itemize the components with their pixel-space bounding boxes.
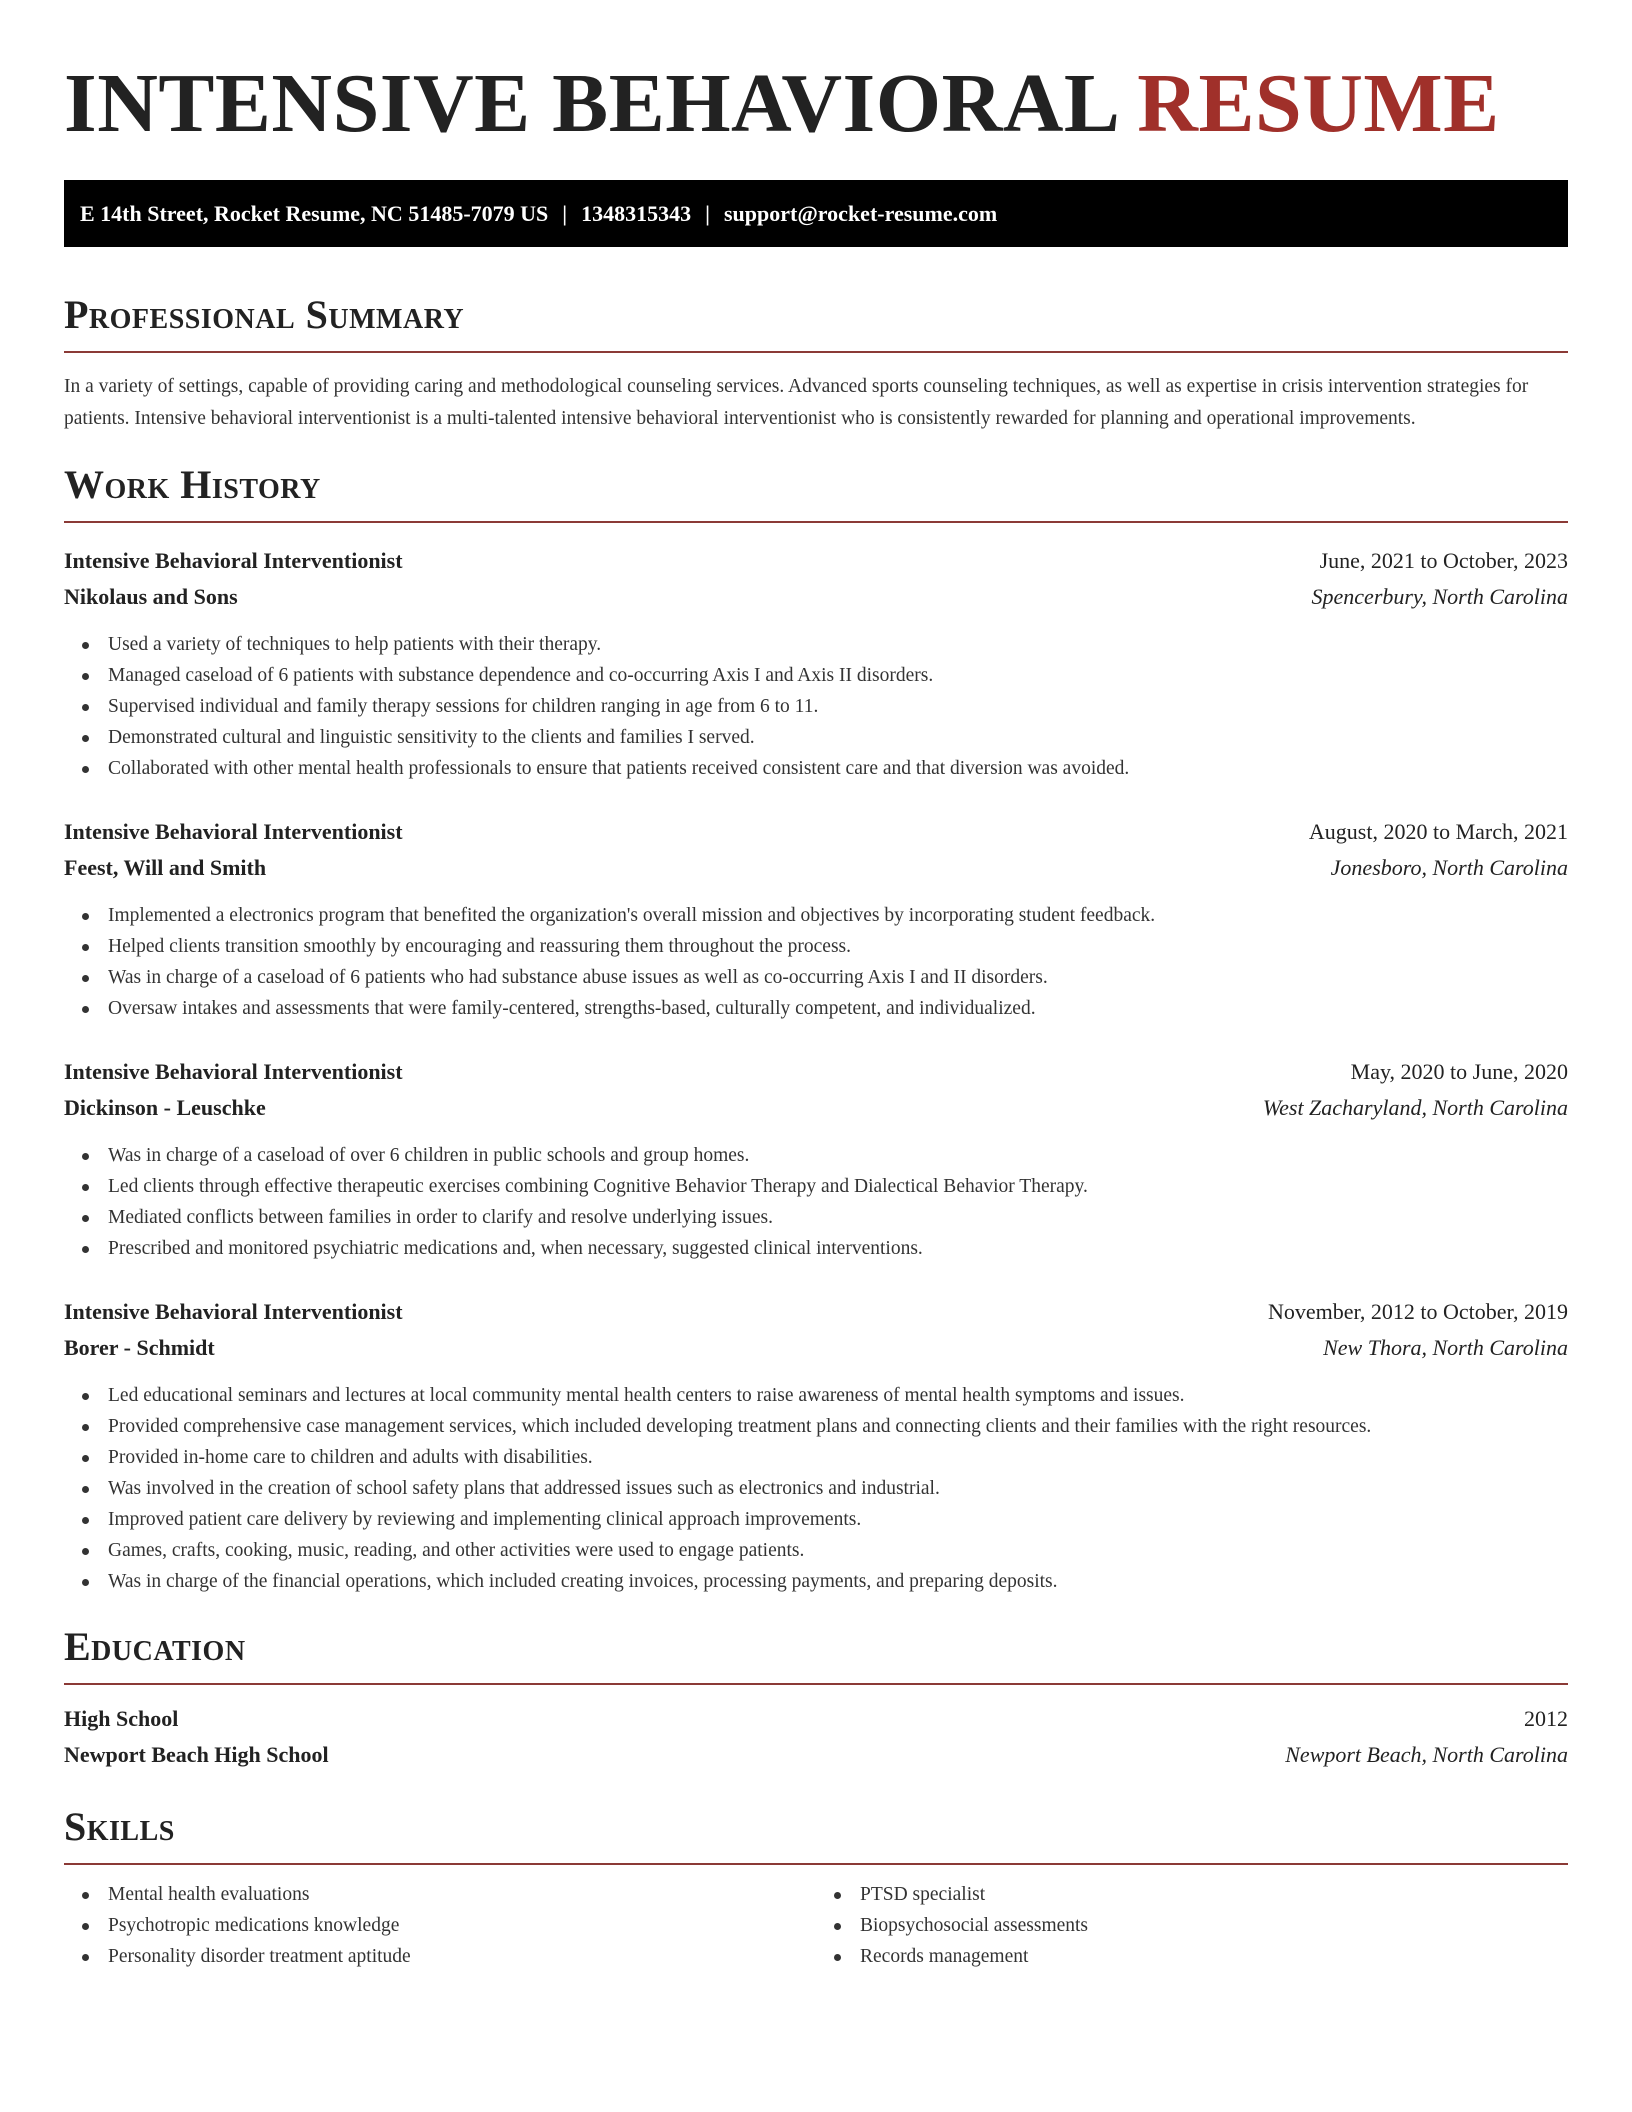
name-first: INTENSIVE BEHAVIORAL (64, 57, 1116, 150)
education-year: 2012 (1524, 1706, 1568, 1731)
skill-item: Personality disorder treatment aptitude (82, 1941, 816, 1972)
contact-separator: | (705, 200, 710, 226)
job-dates: November, 2012 to October, 2019 (1267, 1299, 1568, 1324)
job-entry (64, 1054, 1568, 1264)
job-entry (64, 1294, 1568, 1597)
job-location: West Zacharyland, North Carolina (1262, 1095, 1568, 1120)
job-bullet: Implemented a electronics program that benefited the organization's overall mission and objectives by incorporating student feedback. (82, 900, 1568, 931)
summary-text: In a variety of settings, capable of providing caring and methodological counseling services. Advanced sports counseling techniques, as well as expertise in crisis intervention strategies for patients. Intensive behavioral interventionist is a multi-talented intensive behavioral interventionist who is consistently rewarded for planning and operational improvements. (64, 376, 1529, 429)
job-bullet: Games, crafts, cooking, music, reading, and other activities were used to engage patients. (82, 1535, 1568, 1566)
job-location: New Thora, North Carolina (1323, 1335, 1568, 1360)
job-header-row (64, 1054, 1568, 1090)
contact-separator: | (562, 200, 568, 226)
education-school: Newport Beach High School (64, 1742, 329, 1767)
skill-item: Mental health evaluations (82, 1879, 816, 1910)
job-bullets (64, 1140, 1568, 1264)
contact-email[interactable]: support@rocket-resume.com (723, 200, 998, 226)
skill-item: Psychotropic medications knowledge (82, 1910, 816, 1941)
job-bullet: Prescribed and monitored psychiatric medications and, when necessary, suggested clinical interventions. (82, 1233, 1568, 1264)
summary-heading: Professional Summary (64, 291, 1568, 353)
education-heading: Education (64, 1623, 1568, 1685)
job-company-row (64, 1090, 1568, 1126)
skills-bullets (816, 1879, 1568, 1972)
contact-bar (64, 180, 1568, 247)
job-bullet: Led educational seminars and lectures at local community mental health centers to raise awareness of mental health symptoms and issues. (82, 1380, 1568, 1411)
job-header-row (64, 814, 1568, 850)
job-bullet: Was involved in the creation of school safety plans that addressed issues such as electronics and industrial. (82, 1473, 1568, 1504)
job-company: Nikolaus and Sons (64, 584, 238, 609)
job-bullet: Provided in-home care to children and adults with disabilities. (82, 1442, 1568, 1473)
job-bullet: Demonstrated cultural and linguistic sensitivity to the clients and families I served. (82, 722, 1568, 753)
contact-phone: 1348315343 (581, 200, 692, 226)
job-bullet: Mediated conflicts between families in order to clarify and resolve underlying issues. (82, 1202, 1568, 1233)
job-dates: June, 2021 to October, 2023 (1319, 548, 1568, 573)
job-bullet: Helped clients transition smoothly by encouraging and reassuring them throughout the process. (82, 931, 1568, 962)
education-degree-row (64, 1701, 1568, 1737)
job-title: Intensive Behavioral Interventionist (64, 819, 403, 844)
job-dates: August, 2020 to March, 2021 (1308, 819, 1568, 844)
skills-column-left (64, 1879, 816, 1972)
job-location: Spencerbury, North Carolina (1311, 584, 1568, 609)
job-company-row (64, 850, 1568, 886)
job-title: Intensive Behavioral Interventionist (64, 1059, 403, 1084)
job-bullets (64, 1380, 1568, 1597)
skill-item: Records management (834, 1941, 1568, 1972)
education-school-row (64, 1737, 1568, 1773)
education-location: Newport Beach, North Carolina (1285, 1742, 1568, 1767)
job-title: Intensive Behavioral Interventionist (64, 1299, 403, 1324)
job-header-row (64, 543, 1568, 579)
skills-bullets (64, 1879, 816, 1972)
resume-name (64, 0, 1568, 150)
job-bullet: Was in charge of the financial operations, which included creating invoices, processing payments, and preparing deposits. (82, 1566, 1568, 1597)
job-company: Dickinson - Leuschke (64, 1095, 266, 1120)
job-title: Intensive Behavioral Interventionist (64, 548, 403, 573)
job-bullets (64, 900, 1568, 1024)
skills-list (64, 1879, 1568, 1972)
skill-item: Biopsychosocial assessments (834, 1910, 1568, 1941)
job-bullets (64, 629, 1568, 784)
job-bullet: Improved patient care delivery by reviewing and implementing clinical approach improvements. (82, 1504, 1568, 1535)
job-bullet: Was in charge of a caseload of over 6 children in public schools and group homes. (82, 1140, 1568, 1171)
education-degree: High School (64, 1706, 179, 1731)
skills-column-right (816, 1879, 1568, 1972)
job-bullet: Managed caseload of 6 patients with substance dependence and co-occurring Axis I and Axis II disorders. (82, 660, 1568, 691)
job-bullet: Was in charge of a caseload of 6 patients who had substance abuse issues as well as co-occurring Axis I and II disorders. (82, 962, 1568, 993)
job-entry (64, 814, 1568, 1024)
job-header-row (64, 1294, 1568, 1330)
skills-heading: Skills (64, 1803, 1568, 1865)
job-company: Borer - Schmidt (64, 1335, 215, 1360)
job-location: Jonesboro, North Carolina (1330, 855, 1568, 880)
job-company-row (64, 1330, 1568, 1366)
education-entry (64, 1701, 1568, 1773)
job-bullet: Oversaw intakes and assessments that were family-centered, strengths-based, culturally competent, and individualized. (82, 993, 1568, 1024)
contact-address: E 14th Street, Rocket Resume, NC 51485-7079 US (80, 200, 549, 226)
job-dates: May, 2020 to June, 2020 (1350, 1059, 1568, 1084)
job-company: Feest, Will and Smith (64, 855, 267, 880)
job-bullet: Collaborated with other mental health professionals to ensure that patients received consistent care and that diversion was avoided. (82, 753, 1568, 784)
job-bullet: Led clients through effective therapeutic exercises combining Cognitive Behavior Therapy and Dialectical Behavior Therapy. (82, 1171, 1568, 1202)
job-bullet: Used a variety of techniques to help patients with their therapy. (82, 629, 1568, 660)
job-company-row (64, 579, 1568, 615)
work-history-heading: Work History (64, 461, 1568, 523)
skill-item: PTSD specialist (834, 1879, 1568, 1910)
job-bullet: Supervised individual and family therapy sessions for children ranging in age from 6 to 11. (82, 691, 1568, 722)
job-bullet: Provided comprehensive case management services, which included developing treatment plans and connecting clients and their families with the right resources. (82, 1411, 1568, 1442)
job-entry (64, 543, 1568, 784)
name-last: RESUME (1137, 57, 1500, 150)
